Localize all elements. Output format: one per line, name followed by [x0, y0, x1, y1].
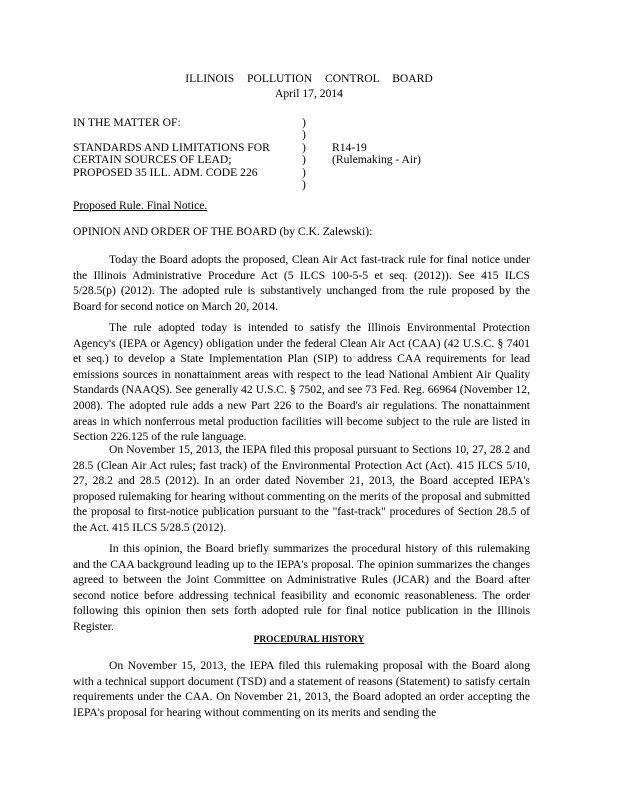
document-date: April 17, 2014 [275, 87, 343, 100]
paragraph-2 [73, 320, 530, 445]
caption-paren: ) [302, 128, 306, 142]
caption-line: CERTAIN SOURCES OF LEAD; [73, 153, 232, 167]
opinion-heading: OPINION AND ORDER OF THE BOARD (by C.K. Zalewski): [73, 225, 373, 238]
section-heading: PROCEDURAL HISTORY [253, 635, 365, 645]
caption-paren: ) [302, 153, 306, 167]
case-caption [73, 116, 553, 190]
caption-line: PROPOSED 35 ILL. ADM. CODE 226 [73, 165, 258, 179]
paragraph-text: On November 15, 2013, the IEPA filed this proposal pursuant to Sections 10, 27, 28.2 and 28.5 (Clean Air Act rules; fast track) of the Environmental Protection Act (Act). 415 ILCS 5/10, 27, 28.2 and 28.5 (2012). In an order dated November 21, 2013, the Board accepted IEPA's proposed rulemaking for hearing without commenting on the merits of the proposal and submitted the proposal to first-notice publication pursuant to the "fast-track" procedures of Section 28.5 of the Act. 415 ILCS 5/28.5 (2012). [73, 443, 530, 534]
caption-paren: ) [302, 165, 306, 179]
paragraph-text: The rule adopted today is intended to satisfy the Illinois Environmental Protection Agency's (IEPA or Agency) obligation under the federal Clean Air Act (CAA) (42 U.S.C. § 7401 et seq.) to develop a State Implementation Plan (SIP) to address CAA requirements for lead emissions sources in nonattainment areas with respect to the lead National Ambient Air Quality Standards (NAAQS). See generally 42 U.S.C. § 7502, and see 73 Fed. Reg. 66964 (November 12, 2008). The adopted rule adds a new Part 226 to the Board's air regulations. The nonattainment areas in which nonferrous metal production facilities will become subject to the rule are listed in Section 226.125 of the rule language. [73, 321, 530, 444]
paragraph-4 [73, 541, 530, 635]
paragraph-text: Today the Board adopts the proposed, Clean Air Act fast-track rule for final notice under the Illinois Administrative Procedure Act (5 ILCS 100-5-5 et seq. (2012)). See 415 ILCS 5/28.5(p) (2012). The adopted rule is substantively unchanged from the rule proposed by the Board for second notice on March 20, 2014. [73, 253, 530, 313]
rulemaking-type: (Rulemaking - Air) [332, 153, 421, 167]
docket-number: R14-19 [332, 140, 367, 154]
caption-paren: ) [302, 140, 306, 154]
paragraph-text: In this opinion, the Board briefly summarizes the procedural history of this rulemaking and the CAA background leading up to the IEPA's proposal. The opinion summarizes the changes agreed to between the Joint Committee on Administrative Rules (JCAR) and the Board after second notice before addressing technical feasibility and economic reasonableness. The order following this opinion then sets forth adopted rule for final notice publication in the Illinois Register. [73, 542, 530, 633]
paragraph-3 [73, 442, 530, 536]
caption-line: IN THE MATTER OF: [73, 116, 181, 129]
notice-label: Proposed Rule. Final Notice. [73, 199, 208, 212]
caption-paren: ) [302, 177, 306, 191]
document-title: ILLINOIS POLLUTION CONTROL BOARD [185, 72, 433, 85]
paragraph-1 [73, 252, 530, 314]
caption-line: STANDARDS AND LIMITATIONS FOR [73, 140, 270, 154]
paragraph-text: On November 15, 2013, the IEPA filed this rulemaking proposal with the Board along with a technical support document (TSD) and a statement of reasons (Statement) to satisfy certain requirements under the CAA. On November 21, 2013, the Board adopted an order accepting the IEPA's proposal for hearing without commenting on its merits and sending the [73, 659, 530, 719]
paragraph-5 [73, 658, 530, 720]
caption-paren: ) [302, 116, 306, 129]
